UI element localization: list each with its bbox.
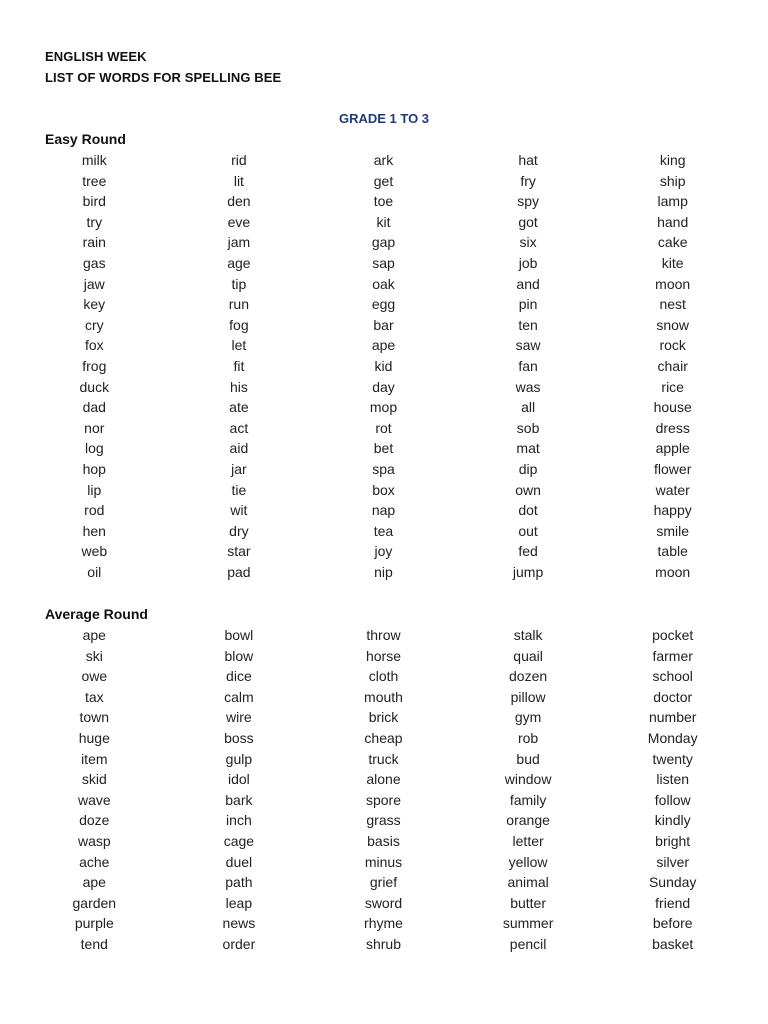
word-cell: gas (83, 254, 106, 271)
word-cell: blow (224, 647, 254, 664)
word-cell: egg (371, 296, 396, 313)
word-cell: dress (655, 419, 690, 436)
word-cell: tax (84, 688, 104, 705)
word-cell: duck (79, 378, 110, 395)
word-cell: nap (371, 502, 396, 519)
word-cell: dot (518, 502, 538, 519)
word-cell: ten (518, 316, 538, 333)
word-cell: day (372, 378, 395, 395)
word-cell: six (519, 234, 537, 251)
word-cell: fed (518, 543, 538, 560)
word-cell: fox (84, 337, 104, 354)
word-cell: rob (517, 729, 539, 746)
word-cell: den (227, 193, 251, 210)
word-cell: rhyme (364, 915, 403, 932)
word-cell: pocket (652, 627, 694, 643)
word-cell: cry (84, 316, 104, 333)
word-cell: pillow (510, 688, 546, 705)
word-cell: get (373, 172, 394, 189)
word-cell: throw (366, 627, 401, 643)
word-cell: silver (656, 853, 690, 870)
word-cell: was (515, 378, 541, 395)
word-cell: own (515, 481, 541, 498)
word-cell: stalk (513, 627, 543, 643)
word-cell: news (222, 915, 256, 932)
word-cell: and (516, 275, 540, 292)
word-cell: joy (374, 543, 393, 560)
word-cell: doctor (653, 688, 693, 705)
word-cell: ark (373, 152, 394, 168)
word-cell: pencil (509, 935, 547, 952)
word-cell: fry (520, 172, 536, 189)
word-cell: tie (231, 481, 247, 498)
word-cell: rice (661, 378, 684, 395)
word-cell: gym (514, 709, 542, 726)
word-cell: fog (229, 316, 249, 333)
word-cell: milk (81, 152, 107, 168)
word-cell: nip (374, 563, 393, 580)
word-cell: flower (654, 460, 692, 477)
word-cell: wire (226, 709, 252, 726)
word-cell: kite (661, 254, 684, 271)
word-cell: grass (366, 812, 401, 829)
word-cell: dozen (509, 668, 548, 685)
word-cell: bet (373, 440, 394, 457)
word-cell: basis (367, 832, 400, 849)
word-cell: web (81, 543, 108, 560)
word-cell: spa (372, 460, 395, 477)
word-cell: kid (374, 357, 393, 374)
word-cell: brick (368, 709, 399, 726)
document-subtitle: LIST OF WORDS FOR SPELLING BEE (45, 70, 282, 85)
word-cell: bud (516, 750, 540, 767)
word-cell: kindly (654, 812, 691, 829)
word-cell: rain (82, 234, 106, 251)
word-cell: hop (82, 460, 106, 477)
word-cell: ate (229, 399, 249, 416)
word-cell: try (86, 213, 103, 230)
easy-round-heading: Easy Round (45, 131, 126, 147)
word-cell: ship (659, 172, 686, 189)
word-cell: log (84, 440, 104, 457)
word-cell: house (653, 399, 692, 416)
word-cell: pin (518, 296, 538, 313)
word-cell: fit (233, 357, 245, 374)
word-cell: ape (82, 627, 106, 643)
word-cell: sword (364, 894, 403, 911)
word-cell: snow (656, 316, 690, 333)
word-cell: inch (226, 812, 252, 829)
word-cell: item (81, 750, 108, 767)
word-cell: jar (231, 460, 247, 477)
word-cell: ape (82, 874, 106, 891)
word-cell: ape (371, 337, 396, 354)
word-cell: rot (375, 419, 392, 436)
word-cell: bright (655, 832, 691, 849)
word-cell: act (229, 419, 249, 436)
word-cell: sap (372, 254, 395, 271)
word-cell: purple (74, 915, 114, 932)
word-cell: happy (653, 502, 692, 519)
word-cell: dip (518, 460, 538, 477)
word-cell: lamp (657, 193, 688, 210)
word-cell: all (521, 399, 536, 416)
word-cell: dad (82, 399, 106, 416)
word-cell: truck (368, 750, 399, 767)
word-cell: oak (372, 275, 395, 292)
word-cell: spy (517, 193, 539, 210)
word-cell: before (652, 915, 693, 932)
word-cell: moon (655, 563, 691, 580)
word-cell: owe (81, 668, 108, 685)
word-cell: nor (84, 419, 105, 436)
word-cell: out (518, 522, 538, 539)
word-cell: moon (655, 275, 691, 292)
word-cell: oil (87, 563, 102, 580)
word-cell: twenty (652, 750, 693, 767)
word-cell: spore (365, 791, 401, 808)
word-cell: sob (516, 419, 540, 436)
word-cell: rod (84, 502, 105, 519)
word-cell: wit (230, 502, 248, 519)
word-cell: doze (79, 812, 110, 829)
word-cell: alone (366, 771, 401, 788)
word-cell: dry (229, 522, 249, 539)
word-cell: shrub (365, 935, 401, 952)
word-cell: king (659, 152, 686, 168)
word-cell: friend (655, 894, 691, 911)
word-cell: jaw (83, 275, 105, 292)
word-cell: job (518, 254, 538, 271)
word-cell: water (655, 481, 690, 498)
word-cell: yellow (508, 853, 548, 870)
word-cell: fan (518, 357, 538, 374)
word-cell: cheap (364, 729, 403, 746)
word-cell: got (518, 213, 538, 230)
word-cell: star (227, 543, 251, 560)
word-cell: ski (85, 647, 103, 664)
word-cell: bird (82, 193, 106, 210)
grade-heading: GRADE 1 TO 3 (338, 111, 430, 126)
word-cell: follow (654, 791, 691, 808)
word-cell: cage (223, 832, 255, 849)
word-cell: huge (78, 729, 110, 746)
word-cell: garden (72, 894, 117, 911)
word-cell: cloth (368, 668, 399, 685)
word-cell: smile (656, 522, 690, 539)
word-cell: cake (657, 234, 688, 251)
word-cell: Sunday (648, 874, 697, 891)
word-cell: farmer (652, 647, 693, 664)
word-cell: calm (224, 688, 254, 705)
word-cell: family (509, 791, 547, 808)
word-cell: grief (369, 874, 398, 891)
easy-round-word-grid (22, 150, 745, 582)
word-cell: gap (371, 234, 396, 251)
document-title: ENGLISH WEEK (45, 49, 147, 64)
average-round-word-grid (22, 625, 745, 955)
word-cell: bar (373, 316, 394, 333)
word-cell: key (83, 296, 106, 313)
word-cell: town (79, 709, 110, 726)
word-cell: listen (656, 771, 690, 788)
word-cell: eve (227, 213, 251, 230)
word-cell: tend (80, 935, 108, 952)
word-cell: kit (376, 213, 391, 230)
word-cell: pad (227, 563, 251, 580)
word-cell: tea (373, 522, 394, 539)
word-cell: wasp (77, 832, 111, 849)
word-cell: hat (518, 152, 538, 168)
word-cell: mouth (364, 688, 403, 705)
word-cell: ache (79, 853, 110, 870)
word-cell: hen (82, 522, 106, 539)
word-cell: orange (506, 812, 550, 829)
word-cell: saw (515, 337, 541, 354)
word-cell: idol (227, 771, 250, 788)
word-cell: tip (231, 275, 247, 292)
word-cell: frog (82, 357, 107, 374)
word-cell: lit (233, 172, 244, 189)
word-cell: boss (224, 729, 254, 746)
word-cell: jam (227, 234, 251, 251)
word-cell: his (229, 378, 248, 395)
word-cell: hand (657, 213, 689, 230)
word-cell: age (227, 254, 251, 271)
word-cell: summer (502, 915, 554, 932)
word-cell: aid (229, 440, 249, 457)
word-cell: rid (231, 152, 247, 168)
word-cell: quail (513, 647, 543, 664)
word-cell: bowl (224, 627, 254, 643)
word-cell: tree (82, 172, 107, 189)
word-cell: order (222, 935, 256, 952)
word-cell: skid (81, 771, 107, 788)
word-cell: minus (364, 853, 403, 870)
word-cell: lip (87, 481, 102, 498)
word-cell: dice (226, 668, 252, 685)
word-cell: number (648, 709, 697, 726)
word-cell: run (228, 296, 249, 313)
word-cell: bark (225, 791, 253, 808)
word-cell: Monday (647, 729, 698, 746)
word-cell: duel (225, 853, 253, 870)
word-cell: basket (652, 935, 694, 952)
word-cell: animal (507, 874, 549, 891)
word-cell: chair (657, 357, 688, 374)
word-cell: table (657, 543, 688, 560)
word-cell: butter (510, 894, 546, 911)
word-cell: box (372, 481, 395, 498)
word-cell: nest (659, 296, 686, 313)
word-cell: toe (373, 193, 394, 210)
word-cell: letter (512, 832, 544, 849)
word-cell: gulp (225, 750, 253, 767)
average-round-heading: Average Round (45, 606, 148, 622)
word-cell: leap (225, 894, 253, 911)
word-cell: apple (655, 440, 690, 457)
word-cell: rock (659, 337, 686, 354)
word-cell: window (504, 771, 552, 788)
word-cell: path (225, 874, 253, 891)
word-cell: mat (516, 440, 540, 457)
word-cell: wave (77, 791, 111, 808)
word-cell: let (231, 337, 247, 354)
word-cell: school (652, 668, 693, 685)
word-cell: mop (369, 399, 398, 416)
word-cell: horse (365, 647, 401, 664)
word-cell: jump (512, 563, 544, 580)
